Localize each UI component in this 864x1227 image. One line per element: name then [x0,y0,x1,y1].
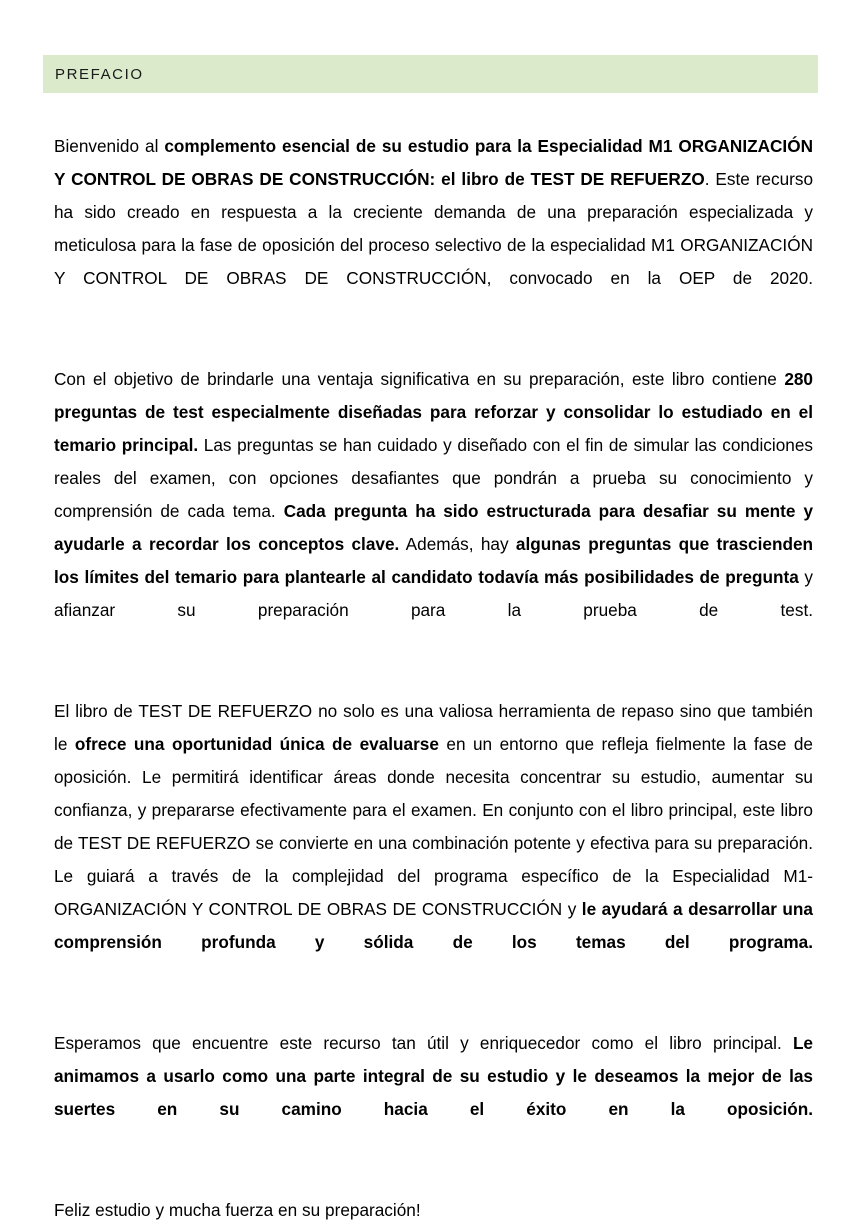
paragraph-objetivo [54,363,813,660]
text-run-bold: le ayudará a desarrollar una comprensión profunda y sólida de los temas del programa. [54,899,813,952]
paragraph-bienvenida [54,130,813,328]
text-run: y afianzar su preparación para la prueba de test. [54,567,813,620]
text-run-bold: Le animamos a usarlo como una parte integral de su estudio y le deseamos la mejor de las suertes en su camino hacia el éxito en la oposición. [54,1033,813,1119]
text-run: Además, hay [399,534,516,554]
text-run: . Este recurso ha sido creado en respuesta a la creciente demanda de una preparación especializada y meticulosa para la fase de oposición del proceso selectivo de la especialidad M1 ORGANIZACIÓN Y CONTROL DE OBRAS DE CONSTRUCCIÓN, convocado en la OEP de 2020. [54,169,814,288]
text-run: El libro de TEST DE REFUERZO no solo es una valiosa herramienta de repaso sino que también le [54,701,813,754]
text-run: Con el objetivo de brindarle una ventaja significativa en su preparación, este libro contiene [54,369,785,389]
text-run-bold: Cada pregunta ha sido estructurada para desafiar su mente y ayudarle a recordar los conceptos clave. [54,501,813,554]
text-run: Feliz estudio y mucha fuerza en su preparación! [54,1200,421,1220]
text-run: en un entorno que refleja fielmente la fase de oposición. Le permitirá identificar áreas donde necesita concentrar su estudio, aumentar su confianza, y prepararse efectivamente para el examen. En conjunto con el libro principal, este libro de TEST DE REFUERZO se convierte en una combinación potente y efectiva para su preparación. Le guiará a través de la complejidad del programa específico de la Especialidad M1-ORGANIZACIÓN Y CONTROL DE OBRAS DE CONSTRUCCIÓN y [54,734,813,919]
text-run-bold: 280 preguntas de test especialmente diseñadas para reforzar y consolidar lo estudiado en el temario principal. [54,369,813,455]
text-run: Esperamos que encuentre este recurso tan útil y enriquecedor como el libro principal. [54,1033,793,1053]
paragraph-despedida [54,1194,813,1227]
text-run-bold: algunas preguntas que trascienden los límites del temario para plantearle al candidato todavía más posibilidades de pregunta [54,534,813,587]
paragraph-esperamos [54,1027,813,1159]
text-run: Bienvenido al [54,136,165,156]
text-run-bold: complemento esencial de su estudio para la Especialidad M1 ORGANIZACIÓN Y CONTROL DE OBRAS DE CONSTRUCCIÓN: el libro de TEST DE REFUERZO [54,136,813,189]
section-heading-title: PREFACIO [55,65,144,83]
paragraph-libro-refuerzo [54,695,813,992]
text-run-bold: ofrece una oportunidad única de evaluarse [74,734,439,754]
section-heading-band [43,55,818,93]
text-run: Las preguntas se han cuidado y diseñado con el fin de simular las condiciones reales del examen, con opciones desafiantes que pondrán a prueba su conocimiento y comprensión de cada tema. [54,435,813,521]
body-text-column [54,130,813,1227]
